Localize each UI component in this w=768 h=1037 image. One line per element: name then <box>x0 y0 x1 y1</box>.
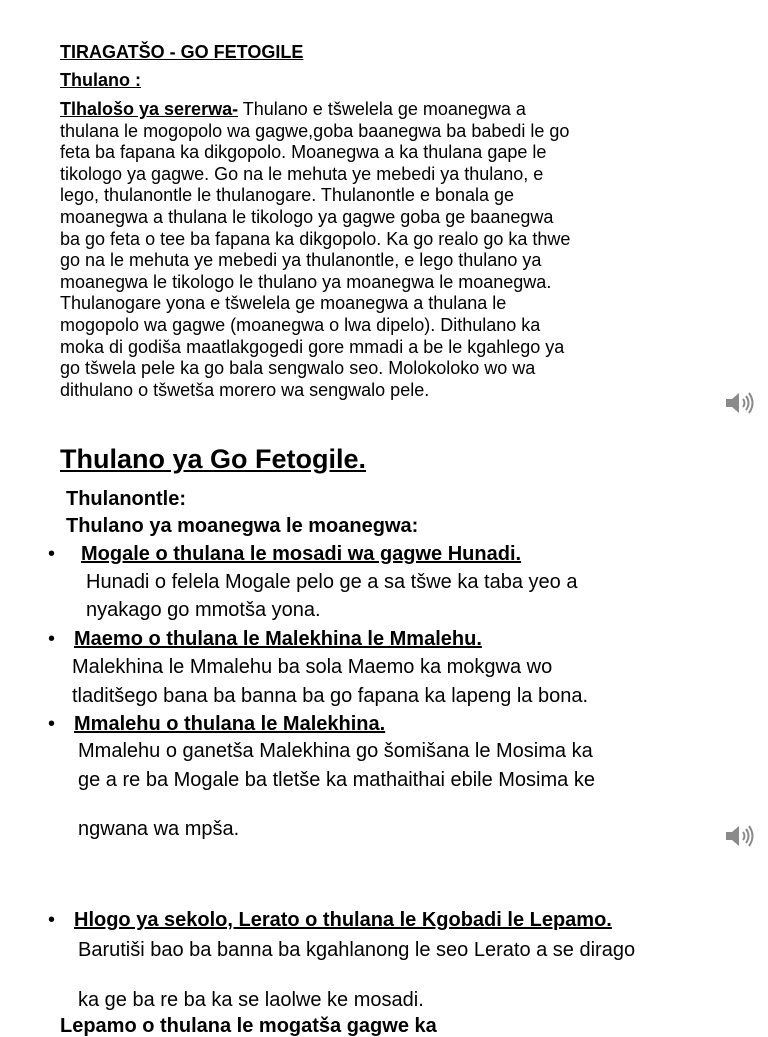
speaker-icon[interactable] <box>724 823 754 849</box>
subheading-thulanontle: Thulanontle: <box>66 488 186 510</box>
bullet-line: Hunadi o felela Mogale pelo ge a sa tšwe ka taba yeo a <box>86 571 578 593</box>
definition-paragraph <box>60 99 710 401</box>
speaker-icon[interactable] <box>724 390 754 416</box>
subheading-thulano: Thulano : <box>60 70 141 90</box>
paragraph-line: ba go feta o tee ba fapana ka dikgopolo. Ka go realo go ka thwe <box>60 228 571 249</box>
bullet-glyph: • <box>48 909 56 931</box>
bullet-line: Mmalehu o ganetša Malekhina go šomišana le Mosima ka <box>78 740 593 762</box>
bullet-line: ka ge ba re ba ka se laolwe ke mosadi. <box>78 989 424 1011</box>
section-title: Thulano ya Go Fetogile. <box>60 444 367 474</box>
paragraph-line: moanegwa a thulana le tikologo ya gagwe goba ge baanegwa <box>60 206 554 227</box>
bullet-line: tladitšego bana ba banna ba go fapana ka lapeng la bona. <box>72 685 588 707</box>
bullet-title: Mogale o thulana le mosadi wa gagwe Hunadi. <box>81 543 522 565</box>
bullet-title: Mmalehu o thulana le Malekhina. <box>74 713 386 735</box>
bullet-title: Maemo o thulana le Malekhina le Mmalehu. <box>74 628 482 650</box>
cut-off-line: Lepamo o thulana le mogatša gagwe ka <box>60 1015 437 1037</box>
paragraph-line: thulana le mogopolo wa gagwe,goba baanegwa ba babedi le go <box>60 120 570 141</box>
bullet-line: nyakago go mmotša yona. <box>86 599 321 621</box>
bullet-glyph: • <box>48 628 56 650</box>
paragraph-line: mogopolo wa gagwe (moanegwa o lwa dipelo). Dithulano ka <box>60 314 541 335</box>
paragraph-line: go tšwela pele ka go bala sengwalo seo. Molokoloko wo wa <box>60 358 536 379</box>
paragraph-line: feta ba fapana ka dikgopolo. Moanegwa a ka thulana gape le <box>60 142 547 163</box>
paragraph-line: lego, thulanontle le thulanogare. Thulanontle e bonala ge <box>60 185 515 206</box>
paragraph-line: moka di godiša maatlakgogedi gore mmadi a be le kgahlego ya <box>60 336 565 357</box>
bullet-glyph: • <box>48 713 56 735</box>
cut-off-bullet <box>60 1014 480 1037</box>
paragraph-line: tikologo ya gagwe. Go na le mehuta ye mebedi ya thulano, e <box>60 163 544 184</box>
subheading-moanegwa: Thulano ya moanegwa le moanegwa: <box>66 515 419 537</box>
paragraph-line: Thulano e tšwelela ge moanegwa a <box>238 99 526 119</box>
bullet-line: ge a re ba Mogale ba tletše ka mathaithai ebile Mosima ke <box>78 769 595 791</box>
paragraph-line: go na le mehuta ye mebedi ya thulanontle, e lego thulano ya <box>60 250 542 271</box>
definition-label: Tlhalošo ya sererwa- <box>60 99 239 119</box>
bullet-line: Malekhina le Mmalehu ba sola Maemo ka mokgwa wo <box>72 656 553 678</box>
bullet-line: Barutiši bao ba banna ba kgahlanong le seo Lerato a se dirago <box>78 939 636 961</box>
paragraph-line: Thulanogare yona e tšwelela ge moanegwa a thulana le <box>60 293 507 314</box>
bullet-title: Hlogo ya sekolo, Lerato o thulana le Kgobadi le Lepamo. <box>74 909 612 931</box>
bullet-glyph: • <box>48 543 56 565</box>
document-heading: TIRAGATŠO - GO FETOGILE <box>60 42 304 62</box>
paragraph-line: moanegwa le tikologo le thulano ya moanegwa le moanegwa. <box>60 271 552 292</box>
paragraph-line: dithulano o tšwetša morero wa sengwalo pele. <box>60 379 430 400</box>
bullet-line: ngwana wa mpša. <box>78 818 240 840</box>
